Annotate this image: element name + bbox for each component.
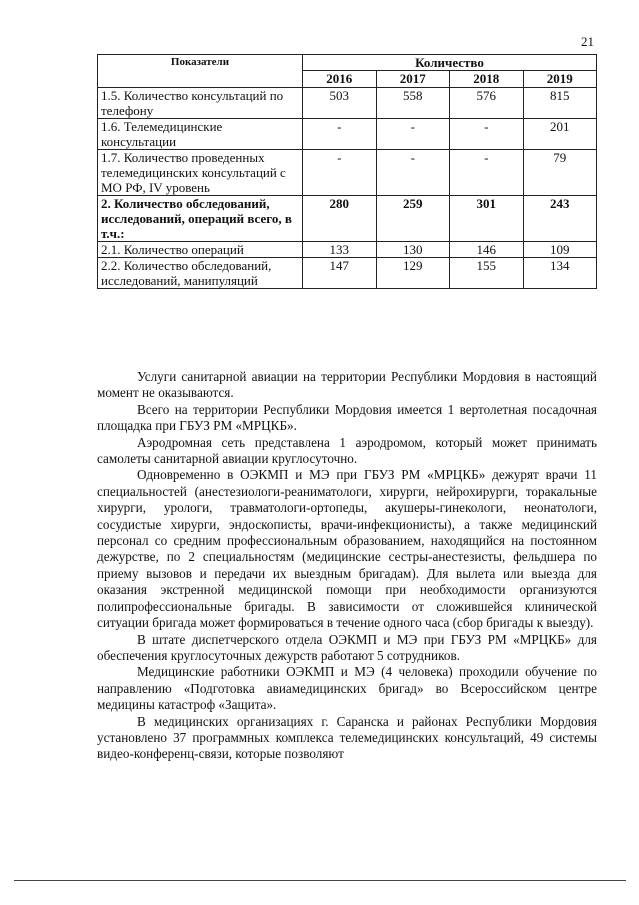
- year-header: 2016: [303, 71, 377, 88]
- table-row: [98, 150, 597, 196]
- table-row: [98, 119, 597, 150]
- row-label: 1.5. Количество консультаций по телефону: [98, 88, 303, 119]
- table-row: [98, 196, 597, 242]
- row-value: 134: [523, 258, 597, 289]
- row-value: 155: [450, 258, 524, 289]
- row-value: 558: [376, 88, 450, 119]
- row-label: 2.2. Количество обследований, исследований, манипуляций: [98, 258, 303, 289]
- paragraph: Медицинские работники ОЭКМП и МЭ (4 человека) проходили обучение по направлению «Подготовка авиамедицинских бригад» во Всероссийском центре медицины катастроф «Защита».: [97, 664, 597, 713]
- year-header: 2017: [376, 71, 450, 88]
- row-value: 259: [376, 196, 450, 242]
- page-number: 21: [581, 34, 594, 49]
- paragraph: Услуги санитарной авиации на территории Республики Мордовия в настоящий момент не оказываются.: [97, 369, 597, 401]
- row-value: 146: [450, 242, 524, 258]
- row-value: -: [450, 119, 524, 150]
- row-value: 133: [303, 242, 377, 258]
- row-value: 243: [523, 196, 597, 242]
- row-value: 147: [303, 258, 377, 289]
- year-header: 2019: [523, 71, 597, 88]
- row-value: 201: [523, 119, 597, 150]
- row-label: 1.6. Телемедицинские консультации: [98, 119, 303, 150]
- table-row: [98, 242, 597, 258]
- paragraph: В штате диспетчерского отдела ОЭКМП и МЭ при ГБУЗ РМ «МРЦКБ» для обеспечения круглосуточных дежурств работают 5 сотрудников.: [97, 631, 597, 663]
- row-value: 280: [303, 196, 377, 242]
- paragraph: В медицинских организациях г. Саранска и районах Республики Мордовия установлено 37 программных комплекса телемедицинских консультаций, 49 системы видео-конференц-связи, которые позволяют: [97, 713, 597, 762]
- row-value: 79: [523, 150, 597, 196]
- row-value: 109: [523, 242, 597, 258]
- row-value: -: [303, 150, 377, 196]
- paragraph: Одновременно в ОЭКМП и МЭ при ГБУЗ РМ «МРЦКБ» дежурят врачи 11 специальностей (анестезиологи-реаниматологи, хирурги, нейрохирурги, торакальные хирурги, урологи, травматологи-ортопеды, акушеры-гинекологи, неонатологи, сосудистые хирурги, эндоскописты, врачи-инфекционисты), а также медицинский персонал со средним профессиональным образованием, находящийся на постоянном дежурстве, по 2 специальностям (медицинские сестры-анестезисты, фельдшера по приему вызовов и передачи их выездным бригадам). Для вылета или выезда для оказания экстренной медицинской помощи при необходимости организуются полипрофессиональные бригады. В зависимости от сложившейся клинической ситуации бригада может формироваться в течение одного часа (сбор бригады к выезду).: [97, 467, 597, 631]
- paragraph: Всего на территории Республики Мордовия имеется 1 вертолетная посадочная площадка при ГБУЗ РМ «МРЦКБ».: [97, 401, 597, 434]
- row-value: 129: [376, 258, 450, 289]
- year-header: 2018: [450, 71, 524, 88]
- header-quantity: Количество: [303, 55, 597, 71]
- indicators-table: [97, 54, 597, 289]
- row-value: 301: [450, 196, 524, 242]
- row-label: 2. Количество обследований, исследований, операций всего, в т.ч.:: [98, 196, 303, 242]
- body-text: [97, 369, 597, 763]
- row-value: 130: [376, 242, 450, 258]
- table-row: [98, 258, 597, 289]
- row-value: -: [376, 150, 450, 196]
- row-value: -: [303, 119, 377, 150]
- paragraph: Аэродромная сеть представлена 1 аэродромом, который может принимать самолеты санитарной авиации круглосуточно.: [97, 434, 597, 467]
- row-value: 576: [450, 88, 524, 119]
- row-label: 1.7. Количество проведенных телемедицинских консультаций с МО РФ, IV уровень: [98, 150, 303, 196]
- footer-divider: [14, 880, 626, 881]
- header-indicators: Показатели: [98, 55, 303, 88]
- table-row: [98, 88, 597, 119]
- row-label: 2.1. Количество операций: [98, 242, 303, 258]
- row-value: -: [450, 150, 524, 196]
- row-value: 503: [303, 88, 377, 119]
- row-value: -: [376, 119, 450, 150]
- row-value: 815: [523, 88, 597, 119]
